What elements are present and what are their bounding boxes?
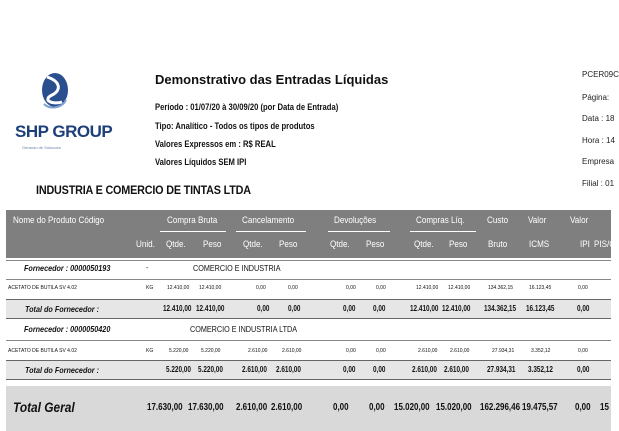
- cell: 12.410,00: [448, 285, 471, 291]
- cell: 0,00: [333, 402, 349, 413]
- cell: 12.410,00: [163, 304, 192, 313]
- liquidos-line: Valores Líquidos SEM IPI: [155, 157, 247, 167]
- col-peso: Peso: [203, 239, 222, 250]
- cell: 27.934,31: [492, 348, 515, 354]
- cell: 0,00: [578, 348, 588, 354]
- logo-text: SHP GROUP: [15, 122, 113, 141]
- cell: 5.220,00: [198, 365, 223, 374]
- fornecedor-label: Fornecedor : 0000050420: [24, 324, 111, 334]
- cell: 0,00: [346, 348, 356, 354]
- cell: 134.362,15: [488, 285, 514, 291]
- cell: 2.610,00: [450, 348, 470, 354]
- header-divider: [328, 231, 390, 232]
- cell: 0,00: [369, 402, 385, 413]
- cell: 0,00: [288, 285, 298, 291]
- col-custo: Custo: [487, 215, 509, 226]
- empresa-label: Empresa: [582, 157, 615, 166]
- total-fornecedor-label: Total do Fornecedor :: [25, 365, 99, 375]
- col-pis: PIS/C: [594, 239, 616, 250]
- cell: 15: [600, 402, 609, 413]
- cell: 12.410,00: [410, 304, 439, 313]
- col-unid: Unid.: [136, 239, 155, 250]
- cell: 134.362,15: [484, 304, 517, 313]
- row-separator: [6, 279, 611, 280]
- col-qtde: Qtde.: [166, 239, 186, 250]
- cell: 0,00: [343, 304, 356, 313]
- fornecedor-label: Fornecedor : 0000050193: [24, 263, 111, 273]
- cell: 2.610,00: [418, 348, 438, 354]
- time-label: Hora : 14: [582, 136, 615, 145]
- row-separator: [6, 340, 611, 341]
- cell: 0,00: [577, 365, 590, 374]
- cell: 5.220,00: [201, 348, 221, 354]
- header-divider: [160, 231, 226, 232]
- col-qtde: Qtde.: [414, 239, 434, 250]
- periodo-line: Período : 01/07/20 à 30/09/20 (por Data de Entrada): [155, 102, 339, 112]
- cell: 19.475,57: [522, 402, 558, 413]
- col-peso: Peso: [366, 239, 385, 250]
- cell: 0,00: [257, 304, 270, 313]
- report-title: Demonstrativo das Entradas Líquidas: [155, 72, 389, 87]
- cell: 2.610,00: [242, 365, 267, 374]
- cell: 5.220,00: [166, 365, 191, 374]
- col-valor-ipi: Valor: [570, 215, 589, 226]
- cell: 12.410,00: [167, 285, 190, 291]
- cell: 0,00: [343, 365, 356, 374]
- col-devolucoes: Devoluções: [334, 215, 377, 226]
- col-ipi: IPI: [580, 239, 590, 250]
- cell: 16.123,45: [526, 304, 555, 313]
- cell: 0,00: [575, 402, 591, 413]
- cell: 162.296,46: [480, 402, 521, 413]
- col-compra-bruta: Compra Bruta: [167, 215, 218, 226]
- cell: 0,00: [288, 304, 301, 313]
- cell: 12.410,00: [199, 285, 222, 291]
- logo-tagline: Gerando de Solucoes: [22, 145, 61, 150]
- col-qtde: Qtde.: [243, 239, 263, 250]
- row-separator: [6, 260, 611, 261]
- total-fornecedor-label: Total do Fornecedor :: [25, 304, 99, 314]
- cell: 2.610,00: [444, 365, 469, 374]
- grand-total-label: Total Geral: [13, 399, 75, 415]
- cell: 12.410,00: [196, 304, 225, 313]
- company-name: INDUSTRIA E COMERCIO DE TINTAS LTDA: [36, 183, 251, 197]
- cell: 2.610,00: [236, 402, 268, 413]
- cell: 5.220,00: [169, 348, 189, 354]
- cell: 0,00: [373, 304, 386, 313]
- cell: 12.410,00: [416, 285, 439, 291]
- cell: 2.610,00: [248, 348, 268, 354]
- cell: 0,00: [346, 285, 356, 291]
- col-qtde: Qtde.: [330, 239, 350, 250]
- header-divider: [236, 231, 306, 232]
- cell: 17.630,00: [147, 402, 183, 413]
- date-label: Data : 18: [582, 114, 615, 123]
- cell: 27.934,31: [487, 365, 516, 374]
- col-bruto: Bruto: [488, 239, 508, 250]
- report-code: PCER09C: [582, 70, 619, 79]
- cell: 0,00: [373, 365, 386, 374]
- cell: 0,00: [577, 304, 590, 313]
- fornecedor-name: COMERCIO E INDUSTRIA: [193, 263, 281, 273]
- header-divider: [410, 231, 476, 232]
- cell: 0,00: [578, 285, 588, 291]
- cell: 16.123,45: [529, 285, 552, 291]
- cell: 3.352,12: [531, 348, 551, 354]
- product-name: ACETATO DE BUTILA SV 4.02: [8, 285, 77, 291]
- cell: 2.610,00: [276, 365, 301, 374]
- cell: 17.630,00: [188, 402, 224, 413]
- product-unid: KG: [146, 285, 154, 291]
- product-unid: KG: [146, 348, 154, 354]
- page-label: Página:: [582, 93, 610, 102]
- cell: 2.610,00: [282, 348, 302, 354]
- col-icms: ICMS: [529, 239, 550, 250]
- col-peso: Peso: [449, 239, 468, 250]
- cell: 0,00: [376, 285, 386, 291]
- col-peso: Peso: [279, 239, 298, 250]
- cell: 12.410,00: [442, 304, 471, 313]
- product-name: ACETATO DE BUTILA SV 4.02: [8, 348, 77, 354]
- cell: 2.610,00: [271, 402, 303, 413]
- fornecedor-name: COMERCIO E INDUSTRIA LTDA: [190, 324, 298, 334]
- cell: 0,00: [256, 285, 266, 291]
- cell: 15.020,00: [394, 402, 430, 413]
- tipo-line: Tipo: Analítico - Todos os tipos de produtos: [155, 121, 315, 131]
- cell: 0,00: [376, 348, 386, 354]
- col-compras-liq: Compras Líq.: [416, 215, 465, 226]
- cell: 15.020,00: [436, 402, 472, 413]
- filial-label: Filial : 01: [582, 179, 615, 188]
- col-nome: Nome do Produto Código: [13, 215, 105, 226]
- valores-line: Valores Expressos em : R$ REAL: [155, 139, 276, 149]
- fornecedor-dot: -: [146, 265, 149, 272]
- col-cancelamento: Cancelamento: [242, 215, 295, 226]
- cell: 3.352,12: [528, 365, 553, 374]
- cell: 2.610,00: [412, 365, 437, 374]
- col-valor-icms: Valor: [528, 215, 547, 226]
